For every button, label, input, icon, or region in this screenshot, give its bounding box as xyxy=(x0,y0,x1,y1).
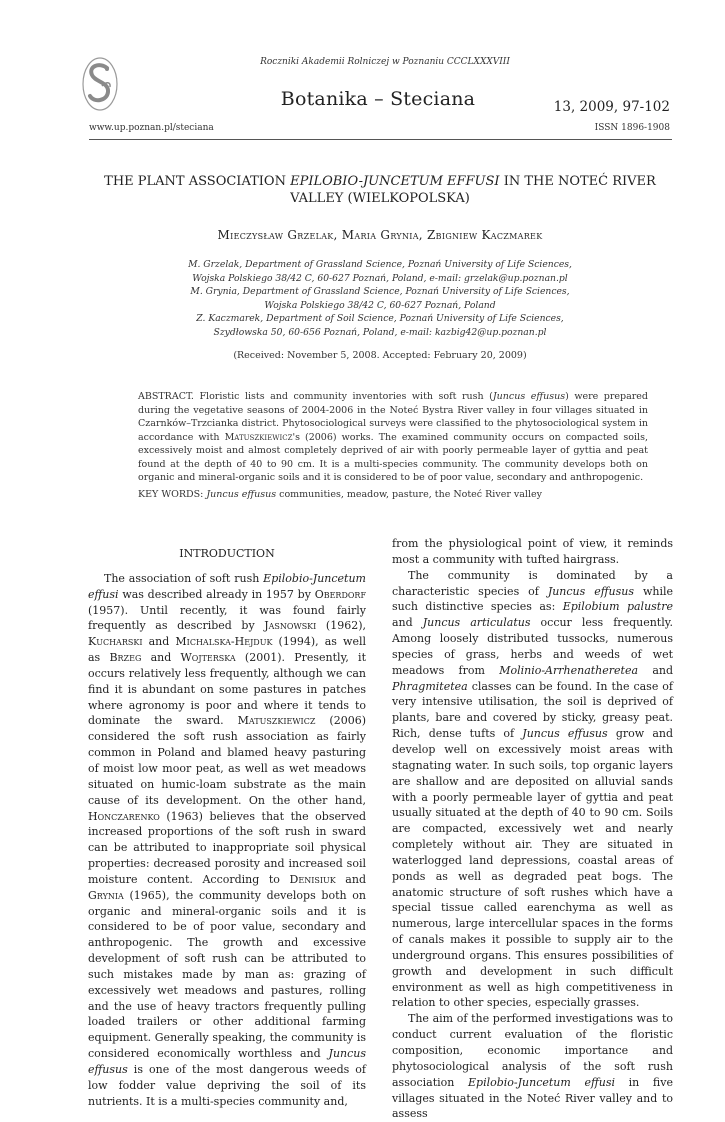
paragraph: The association of soft rush Epilobio-Juncetum effusi was described already in 1957 by Oberdorf (1957). Until recently, it was found fairly frequently as described by Jasnowski (1962), Kucharski and Michalska-Hejduk (1994), as well as Brzeg and Wojterska (2001). Presently, it occurs relatively less frequently, although we can find it is abundant on some pastures in patches where agronomy is poor and where it tends to dominate the sward. Matuszkiewicz (2006) considered the soft rush association as fairly common in Poland and blamed heavy pasturing of moist low moor peat, as well as wet meadows situated on humic-loam substrate as the main cause of its development. On the other hand, Honczarenko (1963) believes that the observed increased proportions of the soft rush in sward can be attributed to inappropriate soil physical properties: decreased porosity and increased soil moisture content. According to Denisiuk and Grynia (1965), the community develops both on organic and mineral-organic soils and it is considered to be of poor value, secondary and anthropogenic. The growth and excessive development of soft rush can be attributed to such mistakes made by man as: grazing of excessively wet meadows and pastures, rolling and the use of heavy tractors frequently pulling loaded trailers or other additional farming equipment. Generally speaking, the community is considered economically worthless and Juncus effusus is one of the most dangerous weeds of low fodder value depriving the soil of its nutrients. It is a multi-species community and, xyxy=(88,571,366,1108)
author-affiliations xyxy=(150,258,610,339)
affiliation-line: Z. Kaczmarek, Department of Soil Science, Poznań University of Life Sciences, xyxy=(196,313,564,324)
affiliation-line: Wojska Polskiego 38/42 C, 60-627 Poznań, Poland xyxy=(264,299,496,311)
affiliation-line: Wojska Polskiego 38/42 C, 60-627 Poznań, Poland, e-mail: grzelak@up.poznan.pl xyxy=(192,272,568,284)
article-title: THE PLANT ASSOCIATION EPILOBIO-JUNCETUM EFFUSI IN THE NOTEĆ RIVER VALLEY (WIELKOPOLSKA) xyxy=(104,174,656,206)
journal-title: Botanika – Steciana xyxy=(280,88,476,110)
received-dates: (Received: November 5, 2008. Accepted: February 20, 2009) xyxy=(233,350,527,361)
affiliation-line: M. Grzelak, Department of Grassland Science, Poznań University of Life Sciences, xyxy=(188,259,572,270)
journal-issn: ISSN 1896-1908 xyxy=(594,123,670,133)
journal-url[interactable]: www.up.poznan.pl/steciana xyxy=(89,123,214,133)
body-column-left xyxy=(88,546,366,1110)
body-column-right xyxy=(392,536,673,1122)
paragraph: from the physiological point of view, it reminds most a community with tufted hairgrass. xyxy=(392,537,673,566)
steciana-s-logo-icon xyxy=(80,56,120,112)
affiliation-line: M. Grynia, Department of Grassland Science, Poznań University of Life Sciences, xyxy=(190,286,570,297)
header-divider xyxy=(89,139,672,140)
journal-series: Roczniki Akademii Rolniczej w Poznaniu CCCLXXXVIII xyxy=(260,57,510,67)
abstract: ABSTRACT. Floristic lists and community inventories with soft rush (Juncus effusus) were prepared during the vegetative seasons of 2004-2006 in the Noteć Bystra River valley in four villages situated in Czarnków–Trzcianka district. Phytosociological surveys were classified to the phytosociological system in accordance with Matuszkiewicz's (2006) works. The examined community occurs on compacted soils, excessively moist and almost completely deprived of air with poorly permeable layer of gyttia and peat found at the depth of 40 to 90 cm. It is a multi-species community. The community develops both on organic and mineral-organic soils and it is considered to be of poor value, secondary and anthropogenic. xyxy=(138,391,648,483)
paragraph: The aim of the performed investigations was to conduct current evaluation of the floristic composition, economic importance and phytosociological analysis of the soft rush association Epilobio-Juncetum effusi in five villages situated in the Noteć River valley and to assess xyxy=(392,1012,673,1121)
paragraph: The community is dominated by a characteristic species of Juncus effusus while such distinctive species as: Epilobium palustre and Juncus articulatus occur less frequently. Among loosely distributed tussocks, numerous species of grass, herbs and weeds of wet meadows from Molinio-Arrhenatheretea and Phragmitetea classes can be found. In the case of very intensive utilisation, the soil is deprived of plants, bare and covered by sticky, greasy peat. Rich, dense tufts of Juncus effusus grow and develop well on excessively moist areas with stagnating water. In such soils, top organic layers are shallow and are deposited on alluvial sands with a poorly permeable layer of gyttia and peat usually situated at the depth of 40 to 90 cm. Soils are compacted, excessively wet and nearly completely without air. They are situated in waterlogged land depressions, coastal areas of ponds as well as degraded peat bogs. The anatomic structure of soft rushes which have a special tissue called earenchyma as well as numerous, large intercellular spaces in the forms of canals makes it possible to supply air to the underground organs. This ensures possibilities of growth and development in such difficult environment as well as high competitiveness in relation to other species, especially grasses. xyxy=(392,568,673,1010)
article-authors: Mieczysław Grzelak, Maria Grynia, Zbigniew Kaczmarek xyxy=(217,228,543,242)
section-heading-introduction: INTRODUCTION xyxy=(179,547,275,560)
journal-issue: 13, 2009, 97-102 xyxy=(553,99,670,115)
keywords: KEY WORDS: Juncus effusus communities, meadow, pasture, the Noteć River valley xyxy=(138,489,542,500)
affiliation-line: Szydłowska 50, 60-656 Poznań, Poland, e-mail: kazbig42@up.poznan.pl xyxy=(213,326,547,338)
